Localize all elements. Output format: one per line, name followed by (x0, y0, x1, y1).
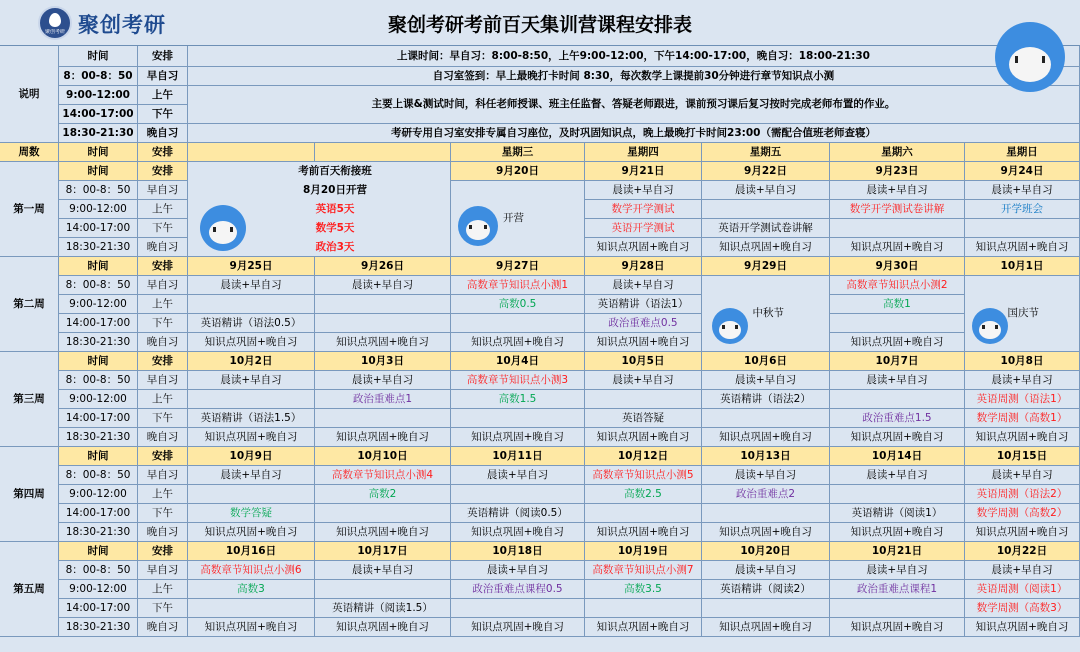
notes-slot-name: 早自习 (138, 67, 188, 86)
week-col-header: 周数 (0, 143, 59, 162)
class-cell: 数学周测（高数1） (965, 409, 1080, 428)
class-cell: 晨读+早自习 (830, 466, 965, 485)
mascot-corner (995, 22, 1065, 92)
class-cell: 晨读+早自习 (585, 371, 702, 390)
date-cell: 10月14日 (830, 447, 965, 466)
class-cell: 知识点巩固+晚自习 (702, 618, 830, 637)
mascot-holiday (712, 308, 748, 344)
class-cell: 知识点巩固+晚自习 (451, 618, 585, 637)
class-cell: 知识点巩固+晚自习 (585, 238, 702, 257)
class-cell (188, 295, 315, 314)
arrange-header: 安排 (138, 162, 188, 181)
slot-name: 晚自习 (138, 523, 188, 542)
class-cell (585, 599, 702, 618)
class-cell: 高数2 (315, 485, 451, 504)
date-cell: 9月27日 (451, 257, 585, 276)
class-cell: 晨读+早自习 (830, 371, 965, 390)
class-cell: 高数章节知识点小测4 (315, 466, 451, 485)
mascot-face (979, 321, 1001, 339)
date-cell: 9月20日 (451, 162, 585, 181)
class-cell (315, 295, 451, 314)
slot-name: 上午 (138, 390, 188, 409)
date-cell: 9月29日 (702, 257, 830, 276)
class-cell: 数学答疑 (188, 504, 315, 523)
slot-time: 14:00-17:00 (59, 314, 138, 333)
class-cell (188, 485, 315, 504)
slot-time: 14:00-17:00 (59, 409, 138, 428)
date-cell: 10月21日 (830, 542, 965, 561)
slot-name: 早自习 (138, 466, 188, 485)
class-cell: 知识点巩固+晚自习 (315, 428, 451, 447)
class-cell: 知识点巩固+晚自习 (315, 333, 451, 352)
notes-slot-name: 晚自习 (138, 124, 188, 143)
class-cell: 高数章节知识点小测7 (585, 561, 702, 580)
class-cell: 知识点巩固+晚自习 (702, 428, 830, 447)
slot-time: 8：00-8：50 (59, 466, 138, 485)
slot-name: 早自习 (138, 276, 188, 295)
time-header: 时间 (59, 257, 138, 276)
class-cell: 知识点巩固+晚自习 (830, 238, 965, 257)
notes-label: 说明 (0, 46, 59, 143)
mascot-intro (200, 205, 246, 251)
class-cell (315, 409, 451, 428)
class-cell: 知识点巩固+晚自习 (188, 333, 315, 352)
class-cell: 晨读+早自习 (965, 561, 1080, 580)
day-col-header: 星期六 (830, 143, 965, 162)
class-cell: 高数章节知识点小测5 (585, 466, 702, 485)
class-cell: 晨读+早自习 (830, 561, 965, 580)
class-cell: 晨读+早自习 (585, 276, 702, 295)
class-cell: 晨读+早自习 (188, 466, 315, 485)
slot-time: 8：00-8：50 (59, 371, 138, 390)
date-cell: 10月5日 (585, 352, 702, 371)
date-cell: 10月9日 (188, 447, 315, 466)
week-label: 第三周 (0, 352, 59, 447)
slot-time: 14:00-17:00 (59, 599, 138, 618)
class-cell: 晨读+早自习 (451, 561, 585, 580)
slot-name: 晚自习 (138, 238, 188, 257)
slot-name: 上午 (138, 580, 188, 599)
class-cell: 知识点巩固+晚自习 (965, 618, 1080, 637)
date-cell: 10月17日 (315, 542, 451, 561)
class-cell: 知识点巩固+晚自习 (315, 618, 451, 637)
class-cell: 英语开学测试卷讲解 (702, 219, 830, 238)
intro-line: 数学5天 (315, 221, 355, 234)
time-header: 时间 (59, 162, 138, 181)
class-cell (830, 390, 965, 409)
date-cell: 9月25日 (188, 257, 315, 276)
class-cell: 英语精讲（语法2） (702, 390, 830, 409)
slot-time: 18:30-21:30 (59, 618, 138, 637)
intro-line: 8月20日开营 (303, 183, 367, 196)
slot-name: 下午 (138, 599, 188, 618)
slot-name: 下午 (138, 504, 188, 523)
class-cell: 晨读+早自习 (830, 181, 965, 200)
slot-time: 9:00-12:00 (59, 580, 138, 599)
slot-name: 早自习 (138, 181, 188, 200)
notes-time-header: 时间 (59, 46, 138, 67)
class-cell: 英语精讲（语法1） (585, 295, 702, 314)
notes-line-4: 考研专用自习室安排专属自习座位，及时巩固知识点，晚上最晚打卡时间23:00（需配合值班老师查寝） (188, 124, 1080, 143)
class-cell: 英语精讲（语法1.5） (188, 409, 315, 428)
class-cell: 知识点巩固+晚自习 (702, 523, 830, 542)
class-cell: 晨读+早自习 (188, 276, 315, 295)
time-col-header: 时间 (59, 143, 138, 162)
class-cell: 晨读+早自习 (315, 276, 451, 295)
class-cell: 知识点巩固+晚自习 (451, 428, 585, 447)
slot-time: 8：00-8：50 (59, 181, 138, 200)
date-cell: 10月12日 (585, 447, 702, 466)
slot-name: 晚自习 (138, 428, 188, 447)
class-cell (451, 599, 585, 618)
mascot-holiday (972, 308, 1008, 344)
class-cell (585, 504, 702, 523)
class-cell: 晨读+早自习 (702, 561, 830, 580)
day-col-header: 星期三 (451, 143, 585, 162)
time-header: 时间 (59, 542, 138, 561)
slot-time: 8：00-8：50 (59, 561, 138, 580)
class-cell: 知识点巩固+晚自习 (585, 333, 702, 352)
class-cell: 知识点巩固+晚自习 (830, 333, 965, 352)
date-cell: 10月11日 (451, 447, 585, 466)
slot-name: 晚自习 (138, 333, 188, 352)
slot-time: 14:00-17:00 (59, 219, 138, 238)
class-cell: 知识点巩固+晚自习 (965, 523, 1080, 542)
date-cell: 10月2日 (188, 352, 315, 371)
date-cell: 10月22日 (965, 542, 1080, 561)
class-cell: 知识点巩固+晚自习 (585, 618, 702, 637)
notes-line-3: 主要上课&测试时间，科任老师授课、班主任监督、答疑老师跟进，课前预习课后复习按时完成老师布置的作业。 (188, 86, 1080, 124)
date-cell: 10月1日 (965, 257, 1080, 276)
class-cell: 晨读+早自习 (702, 371, 830, 390)
class-cell: 高数3.5 (585, 580, 702, 599)
class-cell: 晨读+早自习 (315, 561, 451, 580)
slot-time: 9:00-12:00 (59, 390, 138, 409)
class-cell: 高数章节知识点小测2 (830, 276, 965, 295)
class-cell: 高数章节知识点小测3 (451, 371, 585, 390)
class-cell: 英语精讲（阅读0.5） (451, 504, 585, 523)
class-cell: 晨读+早自习 (188, 371, 315, 390)
arrange-header: 安排 (138, 542, 188, 561)
class-cell: 知识点巩固+晚自习 (315, 523, 451, 542)
class-cell (702, 599, 830, 618)
class-cell: 知识点巩固+晚自习 (830, 618, 965, 637)
class-cell: 开学班会 (965, 200, 1080, 219)
time-header: 时间 (59, 447, 138, 466)
mascot-open (458, 206, 498, 246)
class-cell (830, 219, 965, 238)
date-cell: 10月15日 (965, 447, 1080, 466)
class-cell (451, 485, 585, 504)
slot-time: 9:00-12:00 (59, 200, 138, 219)
notes-line-1: 上课时间：早自习：8:00-8:50，上午9:00-12:00，下午14:00-17:00，晚自习：18:00-21:30 (188, 46, 1080, 67)
class-cell: 政治重难点课程1 (830, 580, 965, 599)
class-cell: 晨读+早自习 (585, 181, 702, 200)
date-cell: 10月3日 (315, 352, 451, 371)
class-cell: 知识点巩固+晚自习 (965, 428, 1080, 447)
slot-time: 8：00-8：50 (59, 276, 138, 295)
class-cell: 知识点巩固+晚自习 (188, 428, 315, 447)
notes-slot-time: 8：00-8：50 (59, 67, 138, 86)
mascot-eyes (722, 325, 738, 329)
class-cell (315, 580, 451, 599)
class-cell: 知识点巩固+晚自习 (585, 428, 702, 447)
class-cell: 政治重难点2 (702, 485, 830, 504)
class-cell: 晨读+早自习 (451, 466, 585, 485)
class-cell (830, 599, 965, 618)
mascot-face (209, 221, 237, 244)
class-cell: 高数章节知识点小测1 (451, 276, 585, 295)
holiday-cell: 中秋节 (702, 276, 830, 352)
date-cell: 10月8日 (965, 352, 1080, 371)
class-cell (188, 390, 315, 409)
intro-line: 考前百天衔接班 (298, 164, 372, 177)
class-cell: 晨读+早自习 (702, 181, 830, 200)
notes-slot-name: 上午 (138, 86, 188, 105)
logo-tag: 聚创考研 (44, 29, 65, 35)
date-cell: 10月18日 (451, 542, 585, 561)
open-label: 开营 (451, 181, 585, 257)
class-cell: 知识点巩固+晚自习 (830, 523, 965, 542)
time-header: 时间 (59, 352, 138, 371)
date-cell: 10月16日 (188, 542, 315, 561)
date-cell: 10月19日 (585, 542, 702, 561)
class-cell: 政治重难点1.5 (830, 409, 965, 428)
arrange-header: 安排 (138, 447, 188, 466)
date-cell: 9月23日 (830, 162, 965, 181)
date-cell: 10月7日 (830, 352, 965, 371)
slot-time: 18:30-21:30 (59, 333, 138, 352)
slot-name: 早自习 (138, 371, 188, 390)
week-label: 第五周 (0, 542, 59, 637)
notes-slot-time: 18:30-21:30 (59, 124, 138, 143)
date-cell: 10月20日 (702, 542, 830, 561)
holiday-cell: 国庆节 (965, 276, 1080, 352)
arrange-header: 安排 (138, 257, 188, 276)
class-cell: 知识点巩固+晚自习 (451, 333, 585, 352)
class-cell (702, 200, 830, 219)
header-bar (0, 0, 1080, 46)
slot-time: 9:00-12:00 (59, 295, 138, 314)
class-cell: 英语精讲（阅读2） (702, 580, 830, 599)
class-cell: 知识点巩固+晚自习 (188, 618, 315, 637)
mascot-eyes (213, 227, 233, 232)
slot-time: 18:30-21:30 (59, 428, 138, 447)
notes-line-2: 自习室签到：早上最晚打卡时间 8:30，每次数学上课提前30分钟进行章节知识点小测 (188, 67, 1080, 86)
date-cell: 10月6日 (702, 352, 830, 371)
page-title: 聚创考研考前百天集训营课程安排表 (387, 14, 692, 36)
class-cell: 数学开学测试卷讲解 (830, 200, 965, 219)
class-cell: 知识点巩固+晚自习 (965, 238, 1080, 257)
class-cell: 高数0.5 (451, 295, 585, 314)
mascot-eyes (469, 225, 487, 229)
notes-slot-time: 14:00-17:00 (59, 105, 138, 124)
slot-name: 上午 (138, 295, 188, 314)
class-cell: 知识点巩固+晚自习 (702, 238, 830, 257)
class-cell: 知识点巩固+晚自习 (188, 523, 315, 542)
class-cell: 高数1 (830, 295, 965, 314)
day-col-header: 星期日 (965, 143, 1080, 162)
mascot-face (466, 220, 490, 240)
slot-name: 上午 (138, 200, 188, 219)
class-cell: 知识点巩固+晚自习 (451, 523, 585, 542)
class-cell: 晨读+早自习 (315, 371, 451, 390)
class-cell: 英语周测（语法1） (965, 390, 1080, 409)
class-cell (830, 314, 965, 333)
class-cell (451, 409, 585, 428)
class-cell (315, 314, 451, 333)
date-cell: 10月10日 (315, 447, 451, 466)
date-cell: 9月22日 (702, 162, 830, 181)
date-cell: 9月26日 (315, 257, 451, 276)
date-cell: 9月21日 (585, 162, 702, 181)
slot-time: 14:00-17:00 (59, 504, 138, 523)
slot-name: 下午 (138, 409, 188, 428)
week-label: 第二周 (0, 257, 59, 352)
class-cell: 高数1.5 (451, 390, 585, 409)
class-cell: 英语周测（阅读1） (965, 580, 1080, 599)
class-cell: 政治重难点0.5 (585, 314, 702, 333)
mascot-eyes (982, 325, 998, 329)
class-cell: 知识点巩固+晚自习 (585, 523, 702, 542)
class-cell (702, 504, 830, 523)
mascot-face (1009, 47, 1051, 82)
week-label: 第四周 (0, 447, 59, 542)
slot-name: 下午 (138, 219, 188, 238)
slot-name: 上午 (138, 485, 188, 504)
class-cell: 英语答疑 (585, 409, 702, 428)
arrange-col-header: 安排 (138, 143, 188, 162)
mascot-face (719, 321, 741, 339)
intro-line: 政治3天 (315, 240, 355, 253)
week-label: 第一周 (0, 162, 59, 257)
slot-name: 下午 (138, 314, 188, 333)
class-cell (702, 409, 830, 428)
class-cell: 政治重难点课程0.5 (451, 580, 585, 599)
class-cell: 晨读+早自习 (965, 181, 1080, 200)
slot-time: 18:30-21:30 (59, 523, 138, 542)
slot-time: 18:30-21:30 (59, 238, 138, 257)
class-cell (315, 504, 451, 523)
class-cell: 英语精讲（语法0.5） (188, 314, 315, 333)
class-cell (451, 314, 585, 333)
class-cell (965, 219, 1080, 238)
day-col-header: 星期四 (585, 143, 702, 162)
class-cell: 英语周测（语法2） (965, 485, 1080, 504)
class-cell: 英语精讲（阅读1） (830, 504, 965, 523)
class-cell (585, 390, 702, 409)
date-cell: 9月24日 (965, 162, 1080, 181)
class-cell: 晨读+早自习 (965, 466, 1080, 485)
date-cell: 9月28日 (585, 257, 702, 276)
date-cell: 10月13日 (702, 447, 830, 466)
date-cell: 10月4日 (451, 352, 585, 371)
class-cell: 晨读+早自习 (702, 466, 830, 485)
class-cell: 晨读+早自习 (965, 371, 1080, 390)
class-cell: 高数章节知识点小测6 (188, 561, 315, 580)
slot-name: 晚自习 (138, 618, 188, 637)
day-col-header: 星期五 (702, 143, 830, 162)
notes-slot-time: 9:00-12:00 (59, 86, 138, 105)
arrange-header: 安排 (138, 352, 188, 371)
class-cell: 数学周测（高数2） (965, 504, 1080, 523)
intro-line: 英语5天 (315, 202, 355, 215)
class-cell (830, 485, 965, 504)
class-cell: 高数2.5 (585, 485, 702, 504)
class-cell: 知识点巩固+晚自习 (830, 428, 965, 447)
slot-name: 早自习 (138, 561, 188, 580)
class-cell: 数学开学测试 (585, 200, 702, 219)
notes-slot-name: 下午 (138, 105, 188, 124)
slot-time: 9:00-12:00 (59, 485, 138, 504)
date-cell: 9月30日 (830, 257, 965, 276)
notes-arrange-header: 安排 (138, 46, 188, 67)
brand-name: 聚创考研 (78, 13, 166, 37)
class-cell: 英语开学测试 (585, 219, 702, 238)
class-cell: 高数3 (188, 580, 315, 599)
day-col-header (315, 143, 451, 162)
class-cell: 数学周测（高数3） (965, 599, 1080, 618)
class-cell (188, 599, 315, 618)
class-cell: 英语精讲（阅读1.5） (315, 599, 451, 618)
day-col-header (188, 143, 315, 162)
class-cell: 政治重难点1 (315, 390, 451, 409)
mascot-eyes (1015, 56, 1046, 63)
